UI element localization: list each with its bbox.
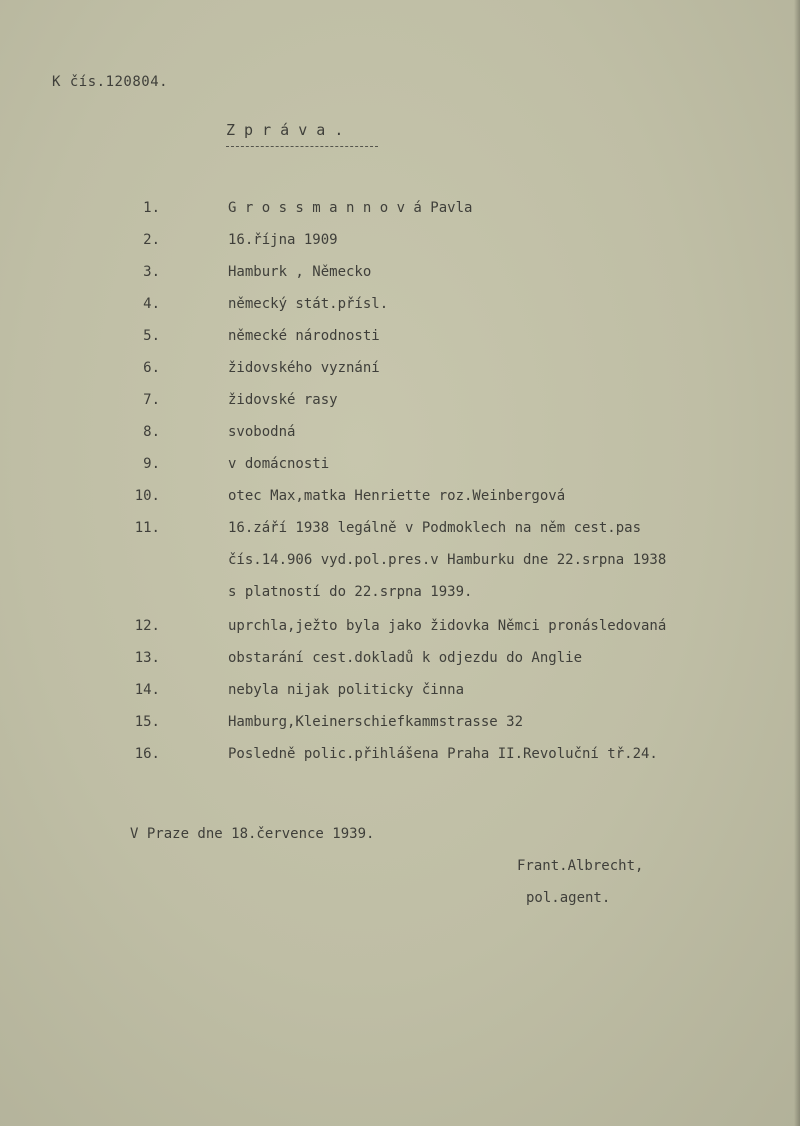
item-text: čís.14.906 vyd.pol.pres.v Hamburku dne 22.srpna 1938 bbox=[228, 552, 667, 568]
list-item bbox=[0, 682, 800, 702]
item-text: G r o s s m a n n o v á Pavla bbox=[228, 200, 473, 216]
item-text: otec Max,matka Henriette roz.Weinbergová bbox=[228, 488, 566, 504]
list-item bbox=[0, 520, 800, 540]
item-text: 16.října 1909 bbox=[228, 232, 338, 248]
item-number: 1. bbox=[143, 200, 160, 216]
item-text: židovské rasy bbox=[228, 392, 338, 408]
list-item bbox=[0, 746, 800, 766]
title-underline bbox=[226, 146, 378, 147]
item-number: 10. bbox=[134, 488, 160, 504]
item-number: 6. bbox=[143, 360, 160, 376]
list-item bbox=[0, 618, 800, 638]
item-number: 3. bbox=[143, 264, 160, 280]
item-number: 9. bbox=[143, 456, 160, 472]
item-text: Hamburg,Kleinerschiefkammstrasse 32 bbox=[228, 714, 524, 730]
item-number: 5. bbox=[143, 328, 160, 344]
list-item bbox=[0, 264, 800, 284]
list-item bbox=[0, 650, 800, 670]
signature-title: pol.agent. bbox=[526, 890, 611, 906]
item-number: 13. bbox=[134, 650, 160, 666]
list-item bbox=[0, 392, 800, 412]
item-number: 15. bbox=[134, 714, 160, 730]
list-item bbox=[0, 714, 800, 734]
document-title: Z p r á v a . bbox=[226, 121, 344, 139]
list-item bbox=[0, 456, 800, 476]
reference-number: K čís.120804. bbox=[52, 74, 169, 90]
item-text: obstarání cest.dokladů k odjezdu do Anglie bbox=[228, 650, 583, 666]
item-text: 16.září 1938 legálně v Podmoklech na něm cest.pas bbox=[228, 520, 642, 536]
list-item bbox=[0, 552, 800, 572]
list-item bbox=[0, 488, 800, 508]
list-item bbox=[0, 232, 800, 252]
item-number: 11. bbox=[134, 520, 160, 536]
item-number: 14. bbox=[134, 682, 160, 698]
item-text: německý stát.přísl. bbox=[228, 296, 389, 312]
item-text: v domácnosti bbox=[228, 456, 330, 472]
item-text: nebyla nijak politicky činna bbox=[228, 682, 465, 698]
list-item bbox=[0, 424, 800, 444]
list-item bbox=[0, 584, 800, 604]
item-text: židovského vyznání bbox=[228, 360, 380, 376]
place-date: V Praze dne 18.července 1939. bbox=[130, 826, 375, 842]
item-number: 2. bbox=[143, 232, 160, 248]
item-text: uprchla,ježto byla jako židovka Němci pronásledovaná bbox=[228, 618, 667, 634]
item-text: svobodná bbox=[228, 424, 296, 440]
list-item bbox=[0, 360, 800, 380]
item-number: 4. bbox=[143, 296, 160, 312]
item-text: Posledně polic.přihlášena Praha II.Revoluční tř.24. bbox=[228, 746, 658, 762]
item-number: 12. bbox=[134, 618, 160, 634]
signature-name: Frant.Albrecht, bbox=[517, 858, 644, 874]
list-item bbox=[0, 328, 800, 348]
item-number: 16. bbox=[134, 746, 160, 762]
item-text: s platností do 22.srpna 1939. bbox=[228, 584, 473, 600]
list-item bbox=[0, 200, 800, 220]
item-number: 7. bbox=[143, 392, 160, 408]
item-text: německé národnosti bbox=[228, 328, 380, 344]
item-text: Hamburk , Německo bbox=[228, 264, 372, 280]
item-number: 8. bbox=[143, 424, 160, 440]
list-item bbox=[0, 296, 800, 316]
